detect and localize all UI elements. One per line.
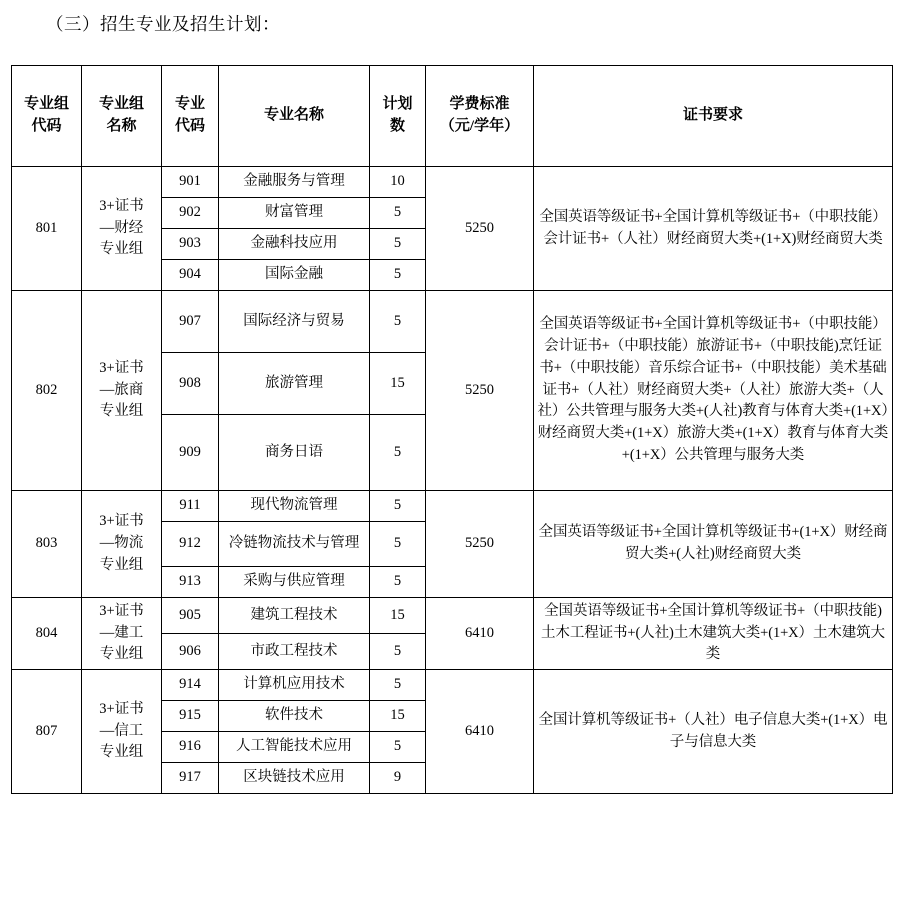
- group-name-line: —旅商: [99, 381, 144, 398]
- header-line: 专业名称: [263, 107, 324, 124]
- group-name-line: 3+证书: [99, 602, 144, 619]
- group-name-line: 专业组: [99, 556, 144, 573]
- group-name-line: 3+证书: [99, 197, 144, 214]
- cell-group-name: [82, 291, 162, 491]
- cell-major-code: 903: [162, 229, 219, 260]
- cell-major-code: 908: [162, 353, 219, 415]
- table-row: [12, 491, 893, 522]
- header-line: 专业: [174, 96, 205, 113]
- cell-major-name: 冷链物流技术与管理: [219, 522, 370, 567]
- cell-certificate-requirement: 全国英语等级证书+全国计算机等级证书+（中职技能）会计证书+（中职技能）旅游证书+（中职技能)烹饪证书+（中职技能）音乐综合证书+（中职技能）美术基础证书+（人社）财经商贸大类+（人社）旅游大类+（人社）公共管理与服务大类+(人社)教育与体育大类+(1+X）财经商贸大类+(1+X）旅游大类+(1+X）教育与体育大类+(1+X）公共管理与服务大类: [534, 291, 893, 491]
- group-name-line: 3+证书: [99, 700, 144, 717]
- column-header-group-code: [12, 66, 82, 167]
- table-row: [12, 670, 893, 701]
- cell-major-name: 旅游管理: [219, 353, 370, 415]
- cell-plan-count: 5: [370, 260, 426, 291]
- table-row: [12, 598, 893, 634]
- cell-major-code: 917: [162, 763, 219, 794]
- header-line: （元/学年）: [439, 118, 520, 134]
- enrollment-plan-table: [11, 65, 893, 794]
- cell-group-name: [82, 670, 162, 794]
- cell-major-code: 914: [162, 670, 219, 701]
- header-line: 证书要求: [682, 107, 743, 124]
- group-name-line: —建工: [99, 624, 144, 641]
- header-line: 名称: [106, 118, 137, 134]
- cell-major-name: 采购与供应管理: [219, 567, 370, 598]
- cell-tuition: 5250: [426, 291, 534, 491]
- cell-major-name: 金融科技应用: [219, 229, 370, 260]
- cell-certificate-requirement: 全国英语等级证书+全国计算机等级证书+(1+X）财经商贸大类+(人社)财经商贸大类: [534, 491, 893, 598]
- cell-plan-count: 15: [370, 353, 426, 415]
- table-body: [12, 167, 893, 794]
- table-header: [12, 66, 893, 167]
- cell-certificate-requirement: 全国英语等级证书+全国计算机等级证书+（中职技能)土木工程证书+(人社)土木建筑大类+(1+X）土木建筑大类: [534, 598, 893, 670]
- group-name-line: 专业组: [99, 241, 144, 258]
- cell-tuition: 6410: [426, 670, 534, 794]
- cell-major-code: 913: [162, 567, 219, 598]
- cell-major-name: 软件技术: [219, 701, 370, 732]
- cell-major-code: 912: [162, 522, 219, 567]
- cell-major-name: 市政工程技术: [219, 634, 370, 670]
- column-header-plan-count: [370, 66, 426, 167]
- cell-major-name: 金融服务与管理: [219, 167, 370, 198]
- cell-tuition: 5250: [426, 167, 534, 291]
- header-line: 代码: [31, 118, 62, 134]
- group-name-line: 专业组: [99, 646, 144, 663]
- header-line: 计划: [382, 96, 413, 113]
- cell-group-name: [82, 598, 162, 670]
- cell-major-code: 901: [162, 167, 219, 198]
- cell-major-code: 902: [162, 198, 219, 229]
- cell-major-code: 905: [162, 598, 219, 634]
- group-name-line: 3+证书: [99, 359, 144, 376]
- header-line: 专业组: [23, 96, 69, 113]
- cell-certificate-requirement: 全国计算机等级证书+（人社）电子信息大类+(1+X）电子与信息大类: [534, 670, 893, 794]
- cell-major-code: 915: [162, 701, 219, 732]
- column-header-tuition: [426, 66, 534, 167]
- cell-major-code: 907: [162, 291, 219, 353]
- table-row: [12, 291, 893, 353]
- cell-major-code: 906: [162, 634, 219, 670]
- cell-tuition: 5250: [426, 491, 534, 598]
- cell-major-name: 国际经济与贸易: [219, 291, 370, 353]
- cell-major-name: 人工智能技术应用: [219, 732, 370, 763]
- header-row: [12, 66, 893, 167]
- header-line: 代码: [174, 118, 205, 134]
- cell-major-code: 911: [162, 491, 219, 522]
- cell-group-code: 801: [12, 167, 82, 291]
- cell-major-code: 904: [162, 260, 219, 291]
- cell-plan-count: 10: [370, 167, 426, 198]
- column-header-major-name: [219, 66, 370, 167]
- group-name-line: —信工: [99, 722, 144, 739]
- cell-plan-count: 5: [370, 634, 426, 670]
- column-header-major-code: [162, 66, 219, 167]
- cell-major-name: 现代物流管理: [219, 491, 370, 522]
- cell-major-name: 财富管理: [219, 198, 370, 229]
- column-header-certificate: [534, 66, 893, 167]
- header-line: 数: [389, 118, 405, 134]
- header-line: 专业组: [98, 96, 144, 113]
- cell-major-name: 商务日语: [219, 415, 370, 491]
- cell-group-name: [82, 491, 162, 598]
- cell-plan-count: 5: [370, 567, 426, 598]
- group-name-line: —财经: [99, 219, 144, 236]
- cell-plan-count: 5: [370, 522, 426, 567]
- section-heading: （三）招生专业及招生计划：: [46, 14, 280, 34]
- cell-major-name: 国际金融: [219, 260, 370, 291]
- cell-group-code: 807: [12, 670, 82, 794]
- cell-plan-count: 5: [370, 198, 426, 229]
- group-name-line: 3+证书: [99, 513, 144, 530]
- cell-plan-count: 5: [370, 291, 426, 353]
- cell-major-name: 计算机应用技术: [219, 670, 370, 701]
- cell-plan-count: 5: [370, 732, 426, 763]
- group-name-line: —物流: [99, 535, 144, 552]
- cell-tuition: 6410: [426, 598, 534, 670]
- cell-plan-count: 5: [370, 229, 426, 260]
- group-name-line: 专业组: [99, 744, 144, 761]
- cell-group-code: 803: [12, 491, 82, 598]
- group-name-line: 专业组: [99, 403, 144, 420]
- cell-major-name: 区块链技术应用: [219, 763, 370, 794]
- cell-plan-count: 5: [370, 670, 426, 701]
- cell-plan-count: 5: [370, 491, 426, 522]
- cell-group-code: 804: [12, 598, 82, 670]
- cell-certificate-requirement: 全国英语等级证书+全国计算机等级证书+（中职技能）会计证书+（人社）财经商贸大类+(1+X)财经商贸大类: [534, 167, 893, 291]
- cell-plan-count: 5: [370, 415, 426, 491]
- cell-group-code: 802: [12, 291, 82, 491]
- table-row: [12, 167, 893, 198]
- cell-plan-count: 9: [370, 763, 426, 794]
- cell-major-code: 916: [162, 732, 219, 763]
- cell-group-name: [82, 167, 162, 291]
- cell-major-code: 909: [162, 415, 219, 491]
- header-line: 学费标准: [449, 96, 510, 113]
- cell-plan-count: 15: [370, 598, 426, 634]
- cell-plan-count: 15: [370, 701, 426, 732]
- cell-major-name: 建筑工程技术: [219, 598, 370, 634]
- column-header-group-name: [82, 66, 162, 167]
